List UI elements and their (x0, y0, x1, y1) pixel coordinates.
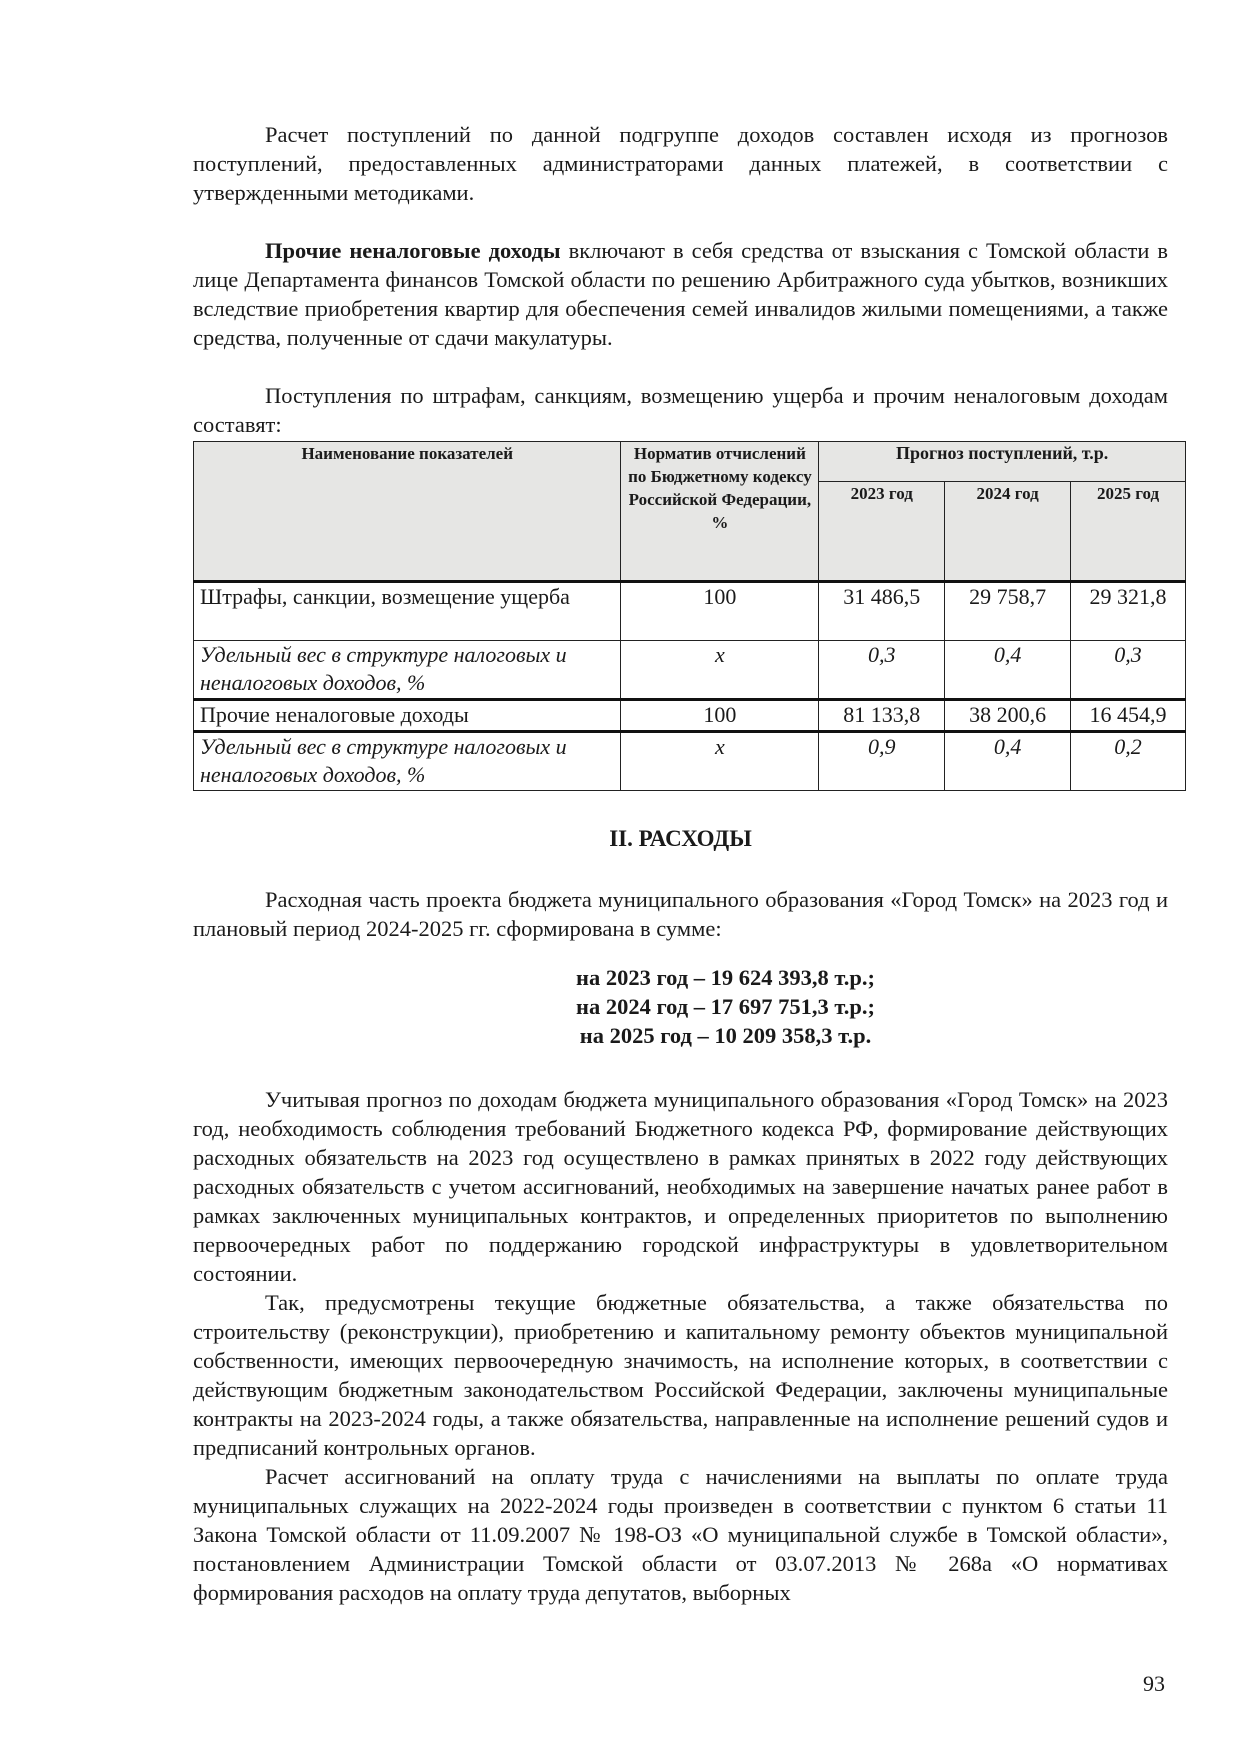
table-row (194, 732, 1186, 791)
row-2023: 81 133,8 (819, 700, 945, 732)
paragraph-salary-calculation: Расчет ассигнований на оплату труда с начислениями на выплаты по оплате труда муниципальных служащих на 2022-2024 годы произведен в соответствии с пунктом 6 статьи 11 Закона Томской области от 11.09.2007 № 198-ОЗ «О муниципальной службе в Томской области», постановлением Администрации Томской области от 03.07.2013 № 268а «О нормативах формирования расходов на оплату труда депутатов, выборных (193, 1464, 1168, 1605)
row-name: Удельный вес в структуре налоговых и неналоговых доходов, % (194, 641, 621, 700)
paragraph-calculation-note: Расчет поступлений по данной подгруппе доходов составлен исходя из прогнозов поступлений, предоставленных администраторами данных платежей, в соответствии с утвержденными методиками. (193, 122, 1168, 205)
table-header-row (194, 442, 1186, 482)
row-2024: 0,4 (945, 641, 1071, 700)
row-2023: 0,9 (819, 732, 945, 791)
row-2025: 29 321,8 (1071, 582, 1186, 641)
expense-amount-2025: на 2025 год – 10 209 358,3 т.р. (579, 1023, 872, 1048)
document-page (193, 120, 1168, 1607)
expense-amount-2023: на 2023 год – 19 624 393,8 т.р.; (576, 965, 875, 990)
row-2025: 0,2 (1071, 732, 1186, 791)
row-2024: 29 758,7 (945, 582, 1071, 641)
header-2023: 2023 год (819, 481, 945, 581)
header-2024: 2024 год (945, 481, 1071, 581)
row-norm: 100 (621, 582, 819, 641)
expense-amount-2024: на 2024 год – 17 697 751,3 т.р.; (576, 994, 875, 1019)
row-norm: х (621, 641, 819, 700)
header-indicator-name: Наименование показателей (194, 442, 621, 582)
table-row (194, 582, 1186, 641)
header-forecast: Прогноз поступлений, т.р. (819, 442, 1186, 482)
row-2025: 16 454,9 (1071, 700, 1186, 732)
row-norm: 100 (621, 700, 819, 732)
section-heading-expenses: II. РАСХОДЫ (609, 826, 752, 851)
table-row (194, 700, 1186, 732)
paragraph-current-obligations: Так, предусмотрены текущие бюджетные обязательства, а также обязательства по строительству (реконструкции), приобретению и капитальному ремонту объектов муниципальной собственности, имеющих первоочередную значимость, на исполнение которых, в соответствии с действующим бюджетным законодательством Российской Федерации, заключены муниципальные контракты на 2023-2024 годы, а также обязательства, направленные на исполнение решений судов и предписаний контрольных органов. (193, 1290, 1168, 1460)
paragraph-expense-formation: Учитывая прогноз по доходам бюджета муниципального образования «Город Томск» на 2023 год, необходимость соблюдения требований Бюджетного кодекса РФ, формирование действующих расходных обязательств на 2023 год осуществлено в рамках принятых в 2022 году действующих расходных обязательств с учетом ассигнований, необходимых на завершение начатых ранее работ в рамках заключенных муниципальных контрактов, и определенных приоритетов по выполнению первоочередных работ по поддержанию городской инфраструктуры в удовлетворительном состоянии. (193, 1087, 1168, 1286)
header-2025: 2025 год (1071, 481, 1186, 581)
paragraph-table-intro: Поступления по штрафам, санкциям, возмещению ущерба и прочим неналоговым доходам составят: (193, 383, 1168, 437)
row-2024: 38 200,6 (945, 700, 1071, 732)
row-2024: 0,4 (945, 732, 1071, 791)
row-2025: 0,3 (1071, 641, 1186, 700)
paragraph-expenses-intro: Расходная часть проекта бюджета муниципального образования «Город Томск» на 2023 год и плановый период 2024-2025 гг. сформирована в сумме: (193, 887, 1168, 941)
paragraph-other-nontax-income (193, 236, 1168, 352)
paragraph-other-nontax-text: включают в себя средства от взыскания с Томской области в лице Департамента финансов Томской области по решению Арбитражного суда убытков, возникших вследствие приобретения квартир для обеспечения семей инвалидов жилыми помещениями, а также средства, полученные от сдачи макулатуры. (193, 238, 1168, 350)
header-norm: Норматив отчислений по Бюджетному кодексу Российской Федерации, % (621, 442, 819, 582)
revenue-forecast-table (193, 441, 1186, 791)
row-name: Удельный вес в структуре налоговых и неналоговых доходов, % (194, 732, 621, 791)
row-2023: 0,3 (819, 641, 945, 700)
row-name: Прочие неналоговые доходы (194, 700, 621, 732)
table-row (194, 641, 1186, 700)
row-2023: 31 486,5 (819, 582, 945, 641)
expense-amounts-list (193, 963, 1168, 1050)
row-norm: х (621, 732, 819, 791)
row-name: Штрафы, санкции, возмещение ущерба (194, 582, 621, 641)
term-other-nontax-income: Прочие неналоговые доходы (265, 238, 561, 263)
page-number: 93 (1143, 1671, 1165, 1696)
